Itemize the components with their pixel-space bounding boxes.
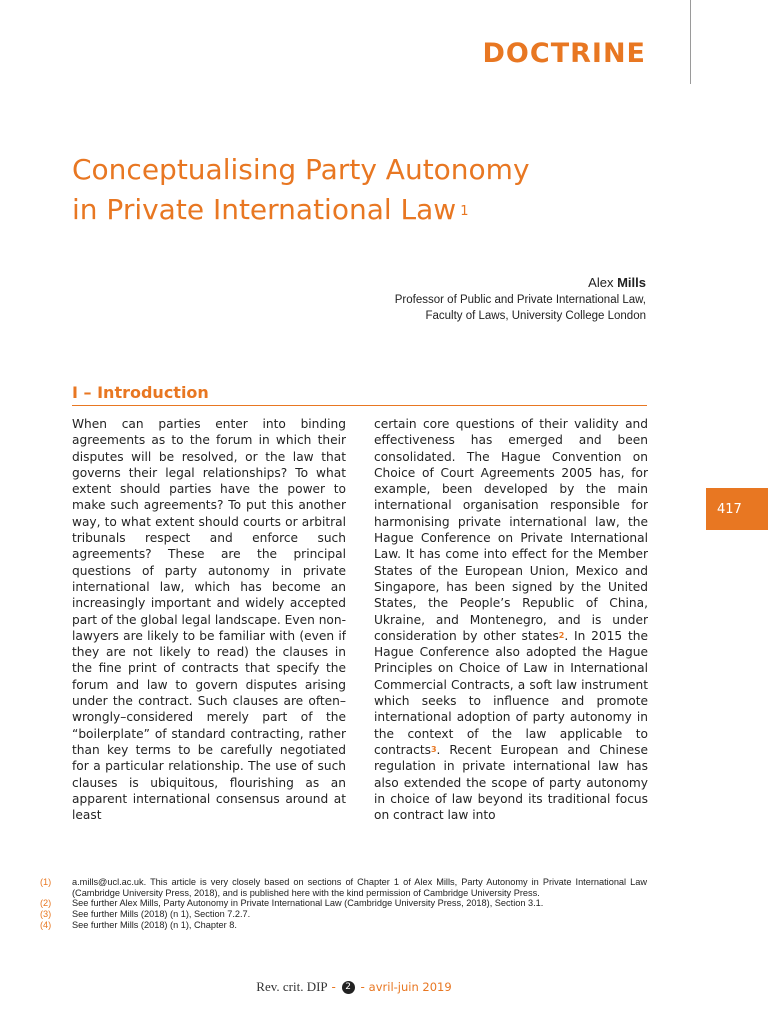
footnote-text: See further Mills (2018) (n 1), Chapter 8.: [72, 919, 237, 930]
footer-separator: -: [331, 980, 336, 994]
body-column-left: When can parties enter into binding agreements as to the forum in which their disputes will be resolved, or the law that governs their legal relationships? To what extent should parties have the power to make such agreements? To put this another way, to what extent should courts or arbitral tribunals respect and enforce such agreements? These are the principal questions of party autonomy in private international law, which has become an increasingly important and widely accepted part of the global legal landscape. Even non-lawyers are likely to be familiar with (even if they are not likely to read) the clauses in the fine print of contracts that specify the forum and law to govern disputes arising under the contract. Such clauses are often–wrongly–considered merely part of the “boilerplate” of standard contracting, rather than key terms to be carefully negotiated for a particular relationship. The use of such clauses is ubiquitous, flourishing as an apparent international consensus around at least: [72, 417, 346, 823]
issue-number-badge: 2: [342, 981, 355, 994]
footnote-item: [40, 920, 647, 931]
section-heading-rule: [72, 405, 647, 406]
journal-name: Rev. crit. DIP: [256, 979, 328, 994]
footnote-number: (3): [40, 909, 52, 920]
footer-separator: -: [360, 980, 365, 994]
right-text-part-3: . Recent European and Chinese regulation in private international law has also extended the scope of party autonomy in choice of law beyond its traditional focus on contract law into: [374, 742, 648, 823]
page-number-tab: 417: [706, 488, 768, 530]
author-block: [395, 275, 646, 324]
author-last-name: Mills: [617, 275, 646, 290]
right-text-part-2: . In 2015 the Hague Conference also adopted the Hague Principles on Choice of Law in International Commercial Contracts, a soft law instrument which seeks to influence and promote international adoption of party autonomy in the context of the law applicable to contracts: [374, 628, 648, 757]
footnote-item: [40, 877, 647, 898]
title-footnote-ref: 1: [460, 204, 469, 219]
author-name: [395, 275, 646, 291]
title-line-1: Conceptualising Party Autonomy: [72, 153, 530, 186]
section-label: DOCTRINE: [482, 38, 646, 69]
footnote-text: See further Mills (2018) (n 1), Section 7.2.7.: [72, 909, 251, 920]
affiliation-line-2: Faculty of Laws, University College London: [425, 310, 646, 322]
footnote-number: (1): [40, 877, 52, 887]
section-heading: I – Introduction: [72, 383, 209, 402]
footnote-number: (4): [40, 919, 52, 930]
issue-date: avril-juin 2019: [368, 980, 452, 994]
header-divider-line: [690, 0, 691, 84]
right-text-part-1: certain core questions of their validity and effectiveness has emerged and been consolidated. The Hague Convention on Choice of Court Agreements 2005 has, for example, been developed by the main international organisation responsible for harmonising private international law, the Hague Conference on Private International Law. It has come into effect for the Member States of the European Union, Mexico and Singapore, has been signed by the United States, the People’s Republic of China, Ukraine, and Montenegro, and is under consideration by other states: [374, 417, 648, 643]
footnote-item: [40, 909, 647, 920]
page-footer: [0, 979, 708, 995]
affiliation-line-1: Professor of Public and Private International Law,: [394, 294, 646, 306]
author-first-name: Alex: [588, 275, 614, 290]
article-title: [72, 150, 672, 230]
title-line-2-text: in Private International Law: [72, 193, 457, 226]
title-line-2: [72, 190, 672, 230]
footnote-text: a.mills@ucl.ac.uk. This article is very closely based on sections of Chapter 1 of Alex Mills, Party Autonomy in Private International Law (Cambridge University Press, 2018), and is published here with the kind permission of Cambridge University Press.: [72, 877, 647, 898]
footnotes: [40, 877, 647, 931]
footnote-item: [40, 898, 647, 909]
footnote-ref-2[interactable]: 2: [558, 630, 565, 640]
footnote-text: See further Alex Mills, Party Autonomy in Private International Law (Cambridge University Press, 2018), Section 3.1.: [72, 898, 544, 909]
body-column-right: [374, 416, 648, 846]
footnote-ref-3[interactable]: 3: [430, 744, 437, 754]
footnote-number: (2): [40, 898, 52, 909]
